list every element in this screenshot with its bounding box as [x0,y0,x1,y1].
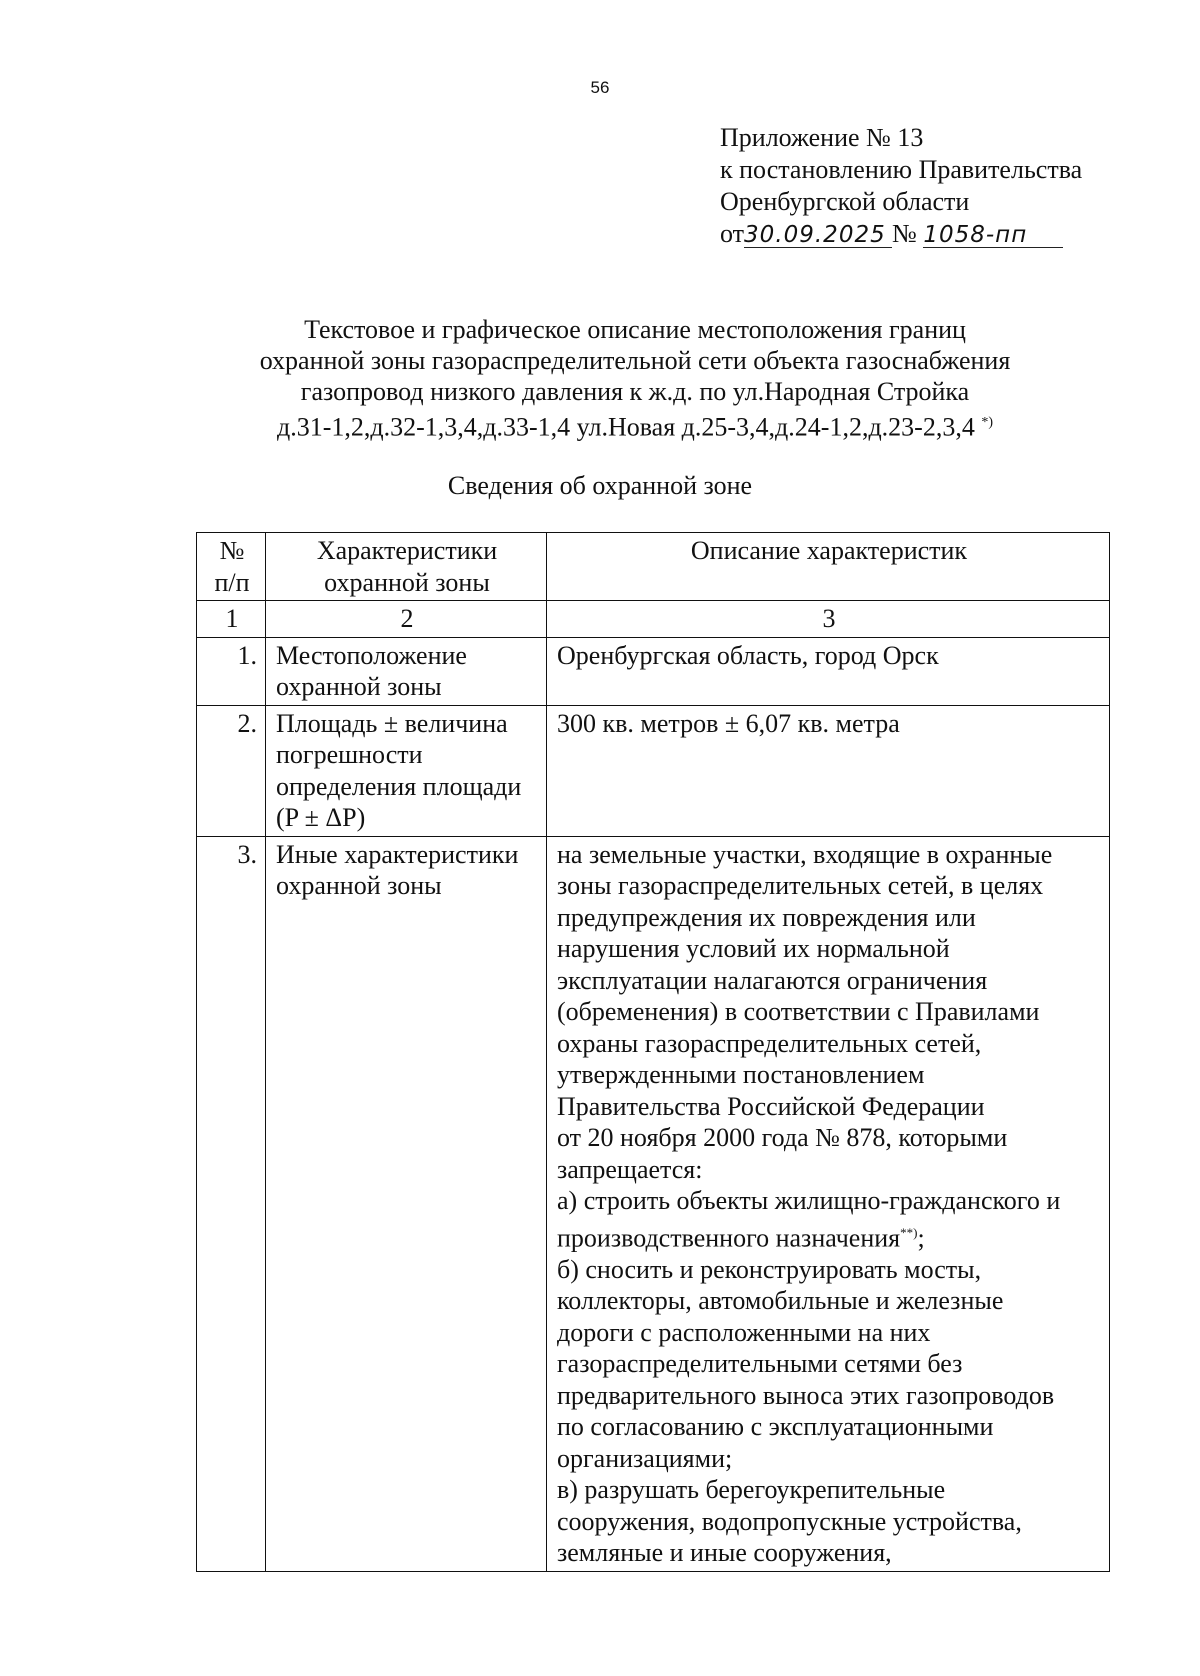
row-description [547,705,1110,836]
title-line-3: газопровод низкого давления к ж.д. по ул.Народная Стройка [300,377,970,406]
characteristic-line: охранной зоны [276,672,442,701]
description-line: зоны газораспределительных сетей, в целях [557,871,1044,900]
column-number-1: 1 [197,601,266,638]
handwritten-date: 30.09.2025 [744,223,892,248]
description-line: дороги с расположенными на них [557,1317,931,1347]
description-line: предупреждения их повреждения или [557,902,976,932]
description-line: от 20 ноября 2000 года № 878, которыми [557,1123,1008,1152]
characteristic-line: Иные характеристики [276,839,519,869]
characteristic-line: охранной зоны [276,871,442,900]
footnote-mark: **) [900,1224,918,1240]
table-header-row [197,533,1110,601]
row-number: 2. [197,705,266,836]
appendix-line-3: Оренбургской области [720,187,970,216]
handwritten-number: 1058-пп [923,223,1063,248]
row-number: 1. [197,637,266,705]
description-line: Оренбургская область, город Орск [557,640,939,670]
row-characteristic [266,637,547,705]
description-line: земляные и иные сооружения, [557,1538,892,1568]
characteristic-line: (P ± ΔP) [276,803,366,832]
section-subtitle: Сведения об охранной зоне [447,471,753,500]
characteristic-line: Местоположение [276,640,467,670]
header-col-description: Описание характеристик [547,533,1110,601]
description-line: газораспределительными сетями без [557,1349,963,1379]
description-line: на земельные участки, входящие в охранные [557,839,1053,869]
appendix-date-line [720,218,1160,250]
appendix-line-2: к постановлению Правительства [720,155,1083,184]
header-characteristic-line-1: Характеристики [316,536,498,565]
description-line: б) сносить и реконструировать мосты, [557,1254,982,1284]
table-row [197,705,1110,836]
description-line-with-footnote [557,1217,1101,1254]
row-characteristic [266,705,547,836]
table-column-numbers-row [197,601,1110,638]
description-line: охраны газораспределительных сетей, [557,1028,982,1058]
from-label: от [720,219,745,248]
number-label: № [892,219,917,248]
title-footnote-mark: *) [981,415,994,430]
description-line: организациями; [557,1443,733,1473]
table-row [197,637,1110,705]
description-line: коллекторы, автомобильные и железные [557,1286,1004,1316]
title-line-1: Текстовое и графическое описание местоположения границ [304,315,966,344]
characteristic-line: Площадь ± величина [276,708,508,738]
header-number-line-1: № [219,536,245,565]
row-description [547,637,1110,705]
description-line: в) разрушать берегоукрепительные [557,1475,946,1505]
description-line: (обременения) в соответствии с Правилами [557,997,1040,1026]
description-line: по согласованию с эксплуатационными [557,1412,994,1442]
document-title [160,314,1110,443]
header-characteristic-line-2: охранной зоны [324,567,490,597]
page-number: 56 [590,78,610,97]
title-line-4-text: д.31-1,2,д.32-1,3,4,д.33-1,4 ул.Новая д.25-3,4,д.24-1,2,д.23-2,3,4 [276,412,975,442]
description-line: запрещается: [557,1154,703,1184]
appendix-block [720,122,1160,250]
row-number: 3. [197,836,266,1571]
description-line: сооружения, водопропускные устройства, [557,1506,1022,1536]
description-line: Правительства Российской Федерации [557,1091,985,1121]
description-line: предварительного выноса этих газопроводов [557,1380,1055,1410]
header-col-number [197,533,266,601]
title-line-2: охранной зоны газораспределительной сети объекта газоснабжения [259,346,1011,375]
characteristic-line: погрешности [276,740,423,769]
description-line-text: производственного назначения [557,1223,901,1253]
header-number-line-2: п/п [214,567,250,597]
description-line: 300 кв. метров ± 6,07 кв. метра [557,708,900,738]
zone-info-table [196,532,1110,1572]
footnote-suffix: ; [917,1223,925,1253]
description-line: утвержденными постановлением [557,1060,925,1089]
column-number-2: 2 [266,601,547,638]
header-col-characteristic [266,533,547,601]
row-characteristic [266,836,547,1571]
title-line-4 [160,407,1110,443]
appendix-line-1: Приложение № 13 [720,123,924,152]
column-number-3: 3 [547,601,1110,638]
description-line: эксплуатации налагаются ограничения [557,965,988,995]
characteristic-line: определения площади [276,771,522,801]
table-row [197,836,1110,1571]
description-line: нарушения условий их нормальной [557,934,950,963]
description-line: а) строить объекты жилищно-гражданского и [557,1186,1061,1215]
row-description [547,836,1110,1571]
